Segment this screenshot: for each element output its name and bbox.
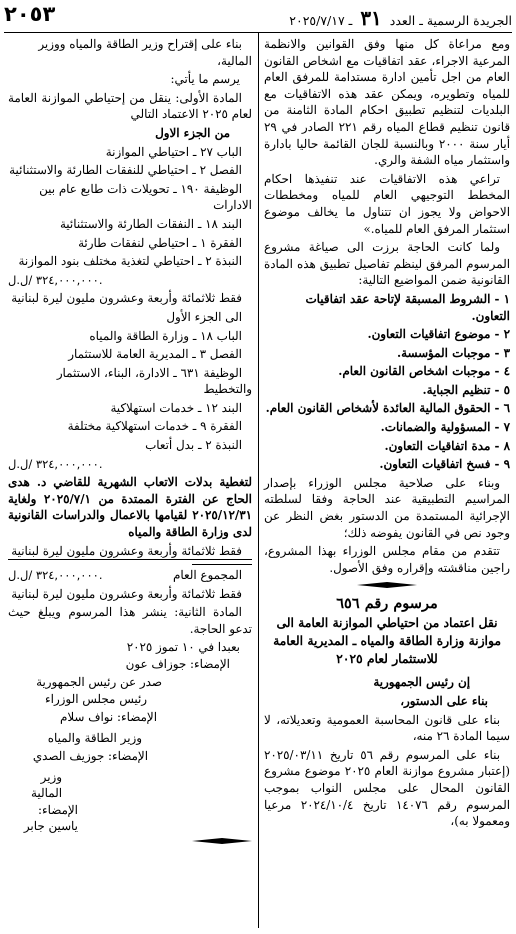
budget-line: الوظيفة ١٩٠ ـ تحويلات ذات طابع عام بين الادارات <box>39 181 252 213</box>
paragraph: تتقدم من مقام مجلس الوزراء بهذا المشروع، راجين مناقشته وإقراره وفق الأصول. <box>264 544 510 575</box>
page-header <box>4 2 512 30</box>
signature-line: الإمضاء: نواف سلام <box>59 709 157 724</box>
budget-line: الفقرة ٩ ـ خدمات استهلاكية مختلفة <box>67 419 242 434</box>
budget-line: البند ١٨ ـ النفقات الطارئة والاستثنائية <box>59 216 242 231</box>
page-number: ٢٠٥٣ <box>4 2 56 26</box>
budget-line: البند ١٢ ـ خدمات استهلاكية <box>110 400 242 415</box>
topic-item: ٦ - الحقوق المالية العائدة لأشخاص القانون العام. <box>265 401 510 416</box>
budget-line: النبذة ٢ ـ احتياطي لتغذية مختلف بنود الموازنة <box>18 254 242 269</box>
amount-words: فقط ثلاثمائة وأربعة وعشرون مليون ليرة لبنانية <box>11 586 242 601</box>
budget-line: الباب ٢٧ ـ احتياطي الموازنة <box>105 144 242 159</box>
minister-title: وزير المالية <box>30 770 62 800</box>
date-place: بعبدا في ١٠ تموز ٢٠٢٥ <box>126 639 240 654</box>
total-label: المجموع العام <box>172 568 242 583</box>
to-part: الى الجزء الأول <box>166 309 242 324</box>
amount-words: فقط ثلاثمائة وأربعة وعشرون مليون ليرة لبنانية <box>11 291 242 306</box>
amount: ٣٢٤,٠٠٠,٠٠٠ /ل.ل. <box>8 272 103 287</box>
budget-line: الباب ١٨ ـ وزارة الطاقة والمياه <box>89 328 242 343</box>
budget-line: النبذة ٢ ـ بدل أتعاب <box>145 438 242 453</box>
total-amount: ٣٢٤,٠٠٠,٠٠٠ /ل.ل. <box>8 568 103 583</box>
decrees-line: يرسم ما يأتي: <box>170 72 240 87</box>
left-column <box>8 36 252 844</box>
budget-line: الفصل ٣ ـ المديرية العامة للاستثمار <box>68 347 242 362</box>
section-separator <box>192 838 252 844</box>
paragraph: تراعي هذه الاتفاقيات عند تنفيذها احكام المخطط التوجيهي العام للمياه ومخططات الاحواض ولا يجوز ان تتناول ما يخالف موضوع استثمار المرفق العام للمياه.» <box>264 171 510 236</box>
paragraph: ولما كانت الحاجة برزت الى صياغة مشروع المرسوم المرفق لينظم تفاصيل تطبيق هذه المادة القانونية ضمن المواضيع التالية: <box>264 240 510 288</box>
amount-words: فقط ثلاثمائة وأربعة وعشرون مليون ليرة لبنانية <box>8 543 252 561</box>
topic-item: ٨ - مدة اتفاقيات التعاون. <box>384 438 510 453</box>
total-row <box>8 567 252 584</box>
topic-item: ٩ - فسخ اتفاقيات التعاون. <box>379 457 510 472</box>
article-two: المادة الثانية: ينشر هذا المرسوم ويبلغ حيث تدعو الحاجة. <box>8 605 252 636</box>
paragraph: بناء على المرسوم رقم ٥٦ تاريخ ٢٠٢٥/٠٣/١١ (إعتبار مشروع موازنة العام ٢٠٢٥ موضوع مشروع القانون المحال على مجلس النواب بموجب المرسوم رقم ١٤٠٧٦ تاريخ ٢٠٢٤/١٠/٤ مرعيا ومعمولا به)، <box>264 747 511 829</box>
purpose-text: لتغطية بدلات الاتعاب الشهرية للقاضي د. هدى الحاج عن الفترة الممتدة من ٢٠٢٥/٧/١ ولغاية ٢٠٢٥/١٢/٣١ لقيامها بالاعمال والدراسات القانونية لدى وزارة الطاقة والمياه <box>8 475 252 540</box>
topic-item: ١ - الشروط المسبقة لإتاحة عقد اتفاقيات التعاون. <box>305 291 510 323</box>
section-separator <box>357 582 417 588</box>
president-line: إن رئيس الجمهورية <box>373 675 470 690</box>
paragraph: ومع مراعاة كل منها وفق القوانين والانظمة المرعية الاجراء، عقد اتفاقيات مع اشخاص القانون العام من اجل تأمين ادارة مستدامة للمرفق العام للمياه وتطويره، ويمكن عقد هذه الاتفاقيات مع البلديات لتنظيم تطبيق احكام المادة الثامنة من قانون تنظيم قطاع المياه رقم ٢٢١ الصادر في ٢٩ أيار سنة ٢٠٠٠ وبالنسبة للجان القائمة حاليا بادارة واستثمار مياه الشفة والري. <box>264 37 510 168</box>
from-part: من الجزء الاول <box>155 125 230 140</box>
signature-line: الإمضاء: ياسين جابر <box>23 803 78 833</box>
minister-title: وزير الطاقة والمياه <box>47 731 142 746</box>
total-rule <box>192 564 252 565</box>
issued-by: صدر عن رئيس الجمهورية <box>36 674 162 689</box>
topic-item: ٥ - تنظيم الجباية. <box>422 382 510 397</box>
decree-subject: نقل اعتماد من احتياطي الموازنة العامة الى موازنة وزارة الطاقة والمياه ـ المديرية العامة للاستثمار لعام ٢٠٢٥ <box>273 615 501 667</box>
right-column <box>264 36 510 832</box>
pm-title: رئيس مجلس الوزراء <box>45 692 147 707</box>
topic-item: ٧ - المسؤولية والضمانات. <box>380 420 510 435</box>
decree-title: مرسوم رقم ٦٥٦ <box>336 595 438 613</box>
budget-line: الفقرة ١ ـ احتياطي لنفقات طارئة <box>78 235 242 250</box>
paragraph: وبناء على صلاحية مجلس الوزراء بإصدار المراسيم التطبيقية عند الحاجة وفقا لسلطته الإجرائية المستمدة من الدستور بغض النظر عن وجود نص في القانون يفوضه ذلك؛ <box>264 475 510 540</box>
topic-item: ٣ - موجبات المؤسسة. <box>396 345 510 360</box>
signature-line: الإمضاء: جوزاف عون <box>125 657 230 672</box>
issue-number: ٣١ <box>360 6 382 30</box>
budget-line: الوظيفة ٦٣١ ـ الادارة، البناء، الاستثمار والتخطيط <box>56 365 252 397</box>
topic-item: ٤ - موجبات اشخاص القانون العام. <box>338 364 510 379</box>
column-divider <box>258 33 259 928</box>
budget-line: الفصل ٢ ـ احتياطي للنفقات الطارئة والاستثنائية <box>9 163 242 178</box>
amount: ٣٢٤,٠٠٠,٠٠٠ /ل.ل. <box>8 456 103 471</box>
constitution-line: بناء على الدستور، <box>400 694 488 708</box>
signature-line: الإمضاء: جوزيف الصدي <box>32 748 148 763</box>
article-one: المادة الأولى: ينقل من إحتياطي الموازنة العامة لعام ٢٠٢٥ الاعتماد التالي <box>8 90 252 122</box>
topic-item: ٢ - موضوع اتفاقيات التعاون. <box>367 327 510 342</box>
running-title <box>289 6 512 30</box>
gazette-title: الجريدة الرسمية ـ العدد <box>389 13 512 28</box>
issue-date: ـ ٢٠٢٥/٧/١٧ <box>289 13 353 28</box>
paragraph: بناء على قانون المحاسبة العمومية وتعديلاته، لا سيما المادة ٢٦ منه، <box>264 712 510 744</box>
paragraph: بناء على إقتراح وزير الطاقة والمياه ووزير المالية، <box>38 37 252 68</box>
